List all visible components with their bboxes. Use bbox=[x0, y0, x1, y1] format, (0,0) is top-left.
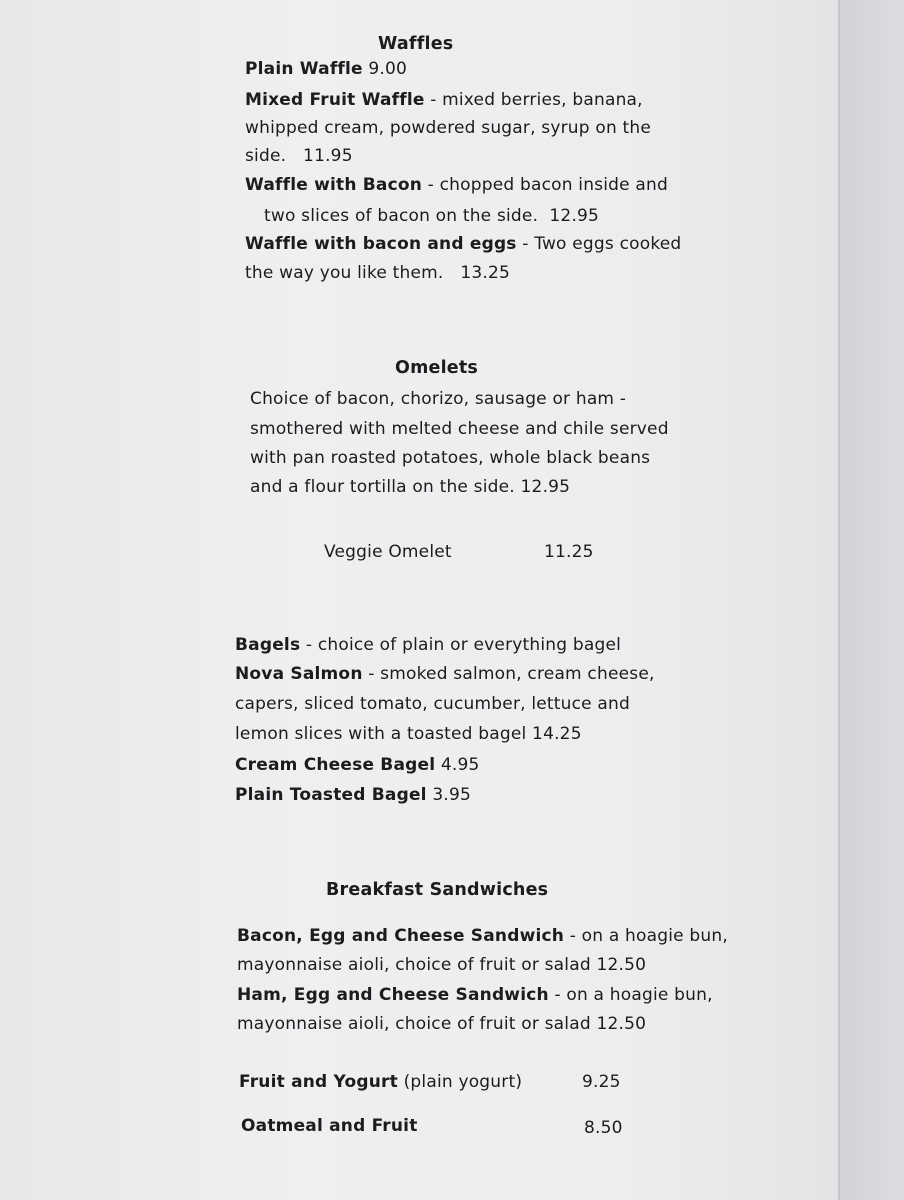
hec-sandwich-desc-2: mayonnaise aioli, choice of fruit or salad bbox=[237, 1014, 591, 1034]
nova-salmon-line-1 bbox=[235, 663, 655, 685]
cream-cheese-bagel-price: 4.95 bbox=[440, 755, 480, 775]
oatmeal-fruit-name: Oatmeal and Fruit bbox=[241, 1116, 418, 1136]
waffle-bacon-desc-1: - chopped bacon inside and bbox=[427, 175, 669, 195]
waffles-heading: Waffles bbox=[378, 34, 454, 54]
fruit-yogurt-name: Fruit and Yogurt bbox=[239, 1072, 398, 1092]
cream-cheese-bagel-item bbox=[235, 754, 480, 776]
waffle-eggs-desc-1: - Two eggs cooked bbox=[522, 234, 682, 254]
plain-waffle-name: Plain Waffle bbox=[245, 59, 363, 79]
waffle-bacon-name: Waffle with Bacon bbox=[245, 175, 423, 195]
omelets-desc-4: and a flour tortilla on the side. bbox=[250, 477, 515, 497]
bec-sandwich-price: 12.50 bbox=[596, 955, 647, 975]
omelets-price: 12.95 bbox=[520, 477, 571, 497]
waffle-bacon-price: 12.95 bbox=[549, 206, 600, 226]
omelets-heading: Omelets bbox=[395, 358, 479, 378]
waffle-eggs-desc-2: the way you like them. bbox=[245, 263, 444, 283]
waffle-eggs-name: Waffle with bacon and eggs bbox=[245, 234, 517, 254]
nova-salmon-name: Nova Salmon bbox=[235, 664, 363, 684]
mixed-fruit-waffle-desc-3: side. bbox=[245, 146, 287, 166]
plain-waffle-item bbox=[245, 58, 407, 80]
bagels-heading: Bagels bbox=[235, 635, 301, 655]
waffle-bacon-line-1 bbox=[245, 174, 668, 196]
mixed-fruit-waffle-name: Mixed Fruit Waffle bbox=[245, 90, 425, 110]
mixed-fruit-waffle-line-1 bbox=[245, 89, 643, 111]
hec-sandwich-price: 12.50 bbox=[596, 1014, 647, 1034]
bec-sandwich-name: Bacon, Egg and Cheese Sandwich bbox=[237, 926, 565, 946]
plain-toasted-bagel-item bbox=[235, 784, 471, 806]
plain-waffle-price: 9.00 bbox=[368, 59, 408, 79]
nova-salmon-desc-3: lemon slices with a toasted bagel bbox=[235, 724, 527, 744]
omelets-desc-3: with pan roasted potatoes, whole black beans bbox=[250, 448, 651, 468]
nova-salmon-desc-2: capers, sliced tomato, cucumber, lettuce and bbox=[235, 694, 631, 714]
bec-sandwich-desc-2: mayonnaise aioli, choice of fruit or salad bbox=[237, 955, 591, 975]
oatmeal-fruit-price: 8.50 bbox=[584, 1118, 623, 1138]
waffle-bacon-line-2 bbox=[264, 205, 599, 227]
waffle-bacon-desc-2: two slices of bacon on the side. bbox=[264, 206, 539, 226]
hec-sandwich-name: Ham, Egg and Cheese Sandwich bbox=[237, 985, 549, 1005]
mixed-fruit-waffle-price: 11.95 bbox=[303, 146, 353, 166]
bagels-heading-line bbox=[235, 634, 621, 656]
waffle-eggs-line-1 bbox=[245, 233, 681, 255]
mixed-fruit-waffle-desc-2: whipped cream, powdered sugar, syrup on the bbox=[245, 118, 652, 138]
waffle-eggs-price: 13.25 bbox=[460, 263, 511, 283]
bec-sandwich-line-1 bbox=[237, 925, 728, 947]
bec-sandwich-desc-1: - on a hoagie bun, bbox=[569, 926, 728, 946]
nova-salmon-line-3 bbox=[235, 723, 582, 745]
hec-sandwich-desc-1: - on a hoagie bun, bbox=[554, 985, 713, 1005]
mixed-fruit-waffle-desc-1: - mixed berries, banana, bbox=[430, 90, 643, 110]
sandwiches-heading: Breakfast Sandwiches bbox=[326, 880, 549, 900]
bagels-heading-desc: - choice of plain or everything bagel bbox=[305, 635, 622, 655]
hec-sandwich-line-2 bbox=[237, 1013, 646, 1035]
fruit-yogurt-note: (plain yogurt) bbox=[403, 1072, 523, 1092]
hec-sandwich-line-1 bbox=[237, 984, 713, 1006]
cream-cheese-bagel-name: Cream Cheese Bagel bbox=[235, 755, 436, 775]
veggie-omelet-price: 11.25 bbox=[544, 542, 594, 562]
veggie-omelet-name: Veggie Omelet bbox=[324, 542, 452, 562]
nova-salmon-price: 14.25 bbox=[532, 724, 582, 744]
omelets-desc-2: smothered with melted cheese and chile served bbox=[250, 419, 669, 439]
background-margin bbox=[840, 0, 904, 1200]
omelets-desc-1: Choice of bacon, chorizo, sausage or ham - bbox=[250, 389, 627, 409]
fruit-yogurt-item bbox=[239, 1071, 522, 1093]
nova-salmon-desc-1: - smoked salmon, cream cheese, bbox=[368, 664, 655, 684]
waffle-eggs-line-2 bbox=[245, 262, 510, 284]
plain-toasted-bagel-name: Plain Toasted Bagel bbox=[235, 785, 427, 805]
bec-sandwich-line-2 bbox=[237, 954, 646, 976]
plain-toasted-bagel-price: 3.95 bbox=[432, 785, 471, 805]
mixed-fruit-waffle-line-3 bbox=[245, 145, 353, 167]
fruit-yogurt-price: 9.25 bbox=[582, 1072, 621, 1092]
omelets-line-4 bbox=[250, 476, 570, 498]
